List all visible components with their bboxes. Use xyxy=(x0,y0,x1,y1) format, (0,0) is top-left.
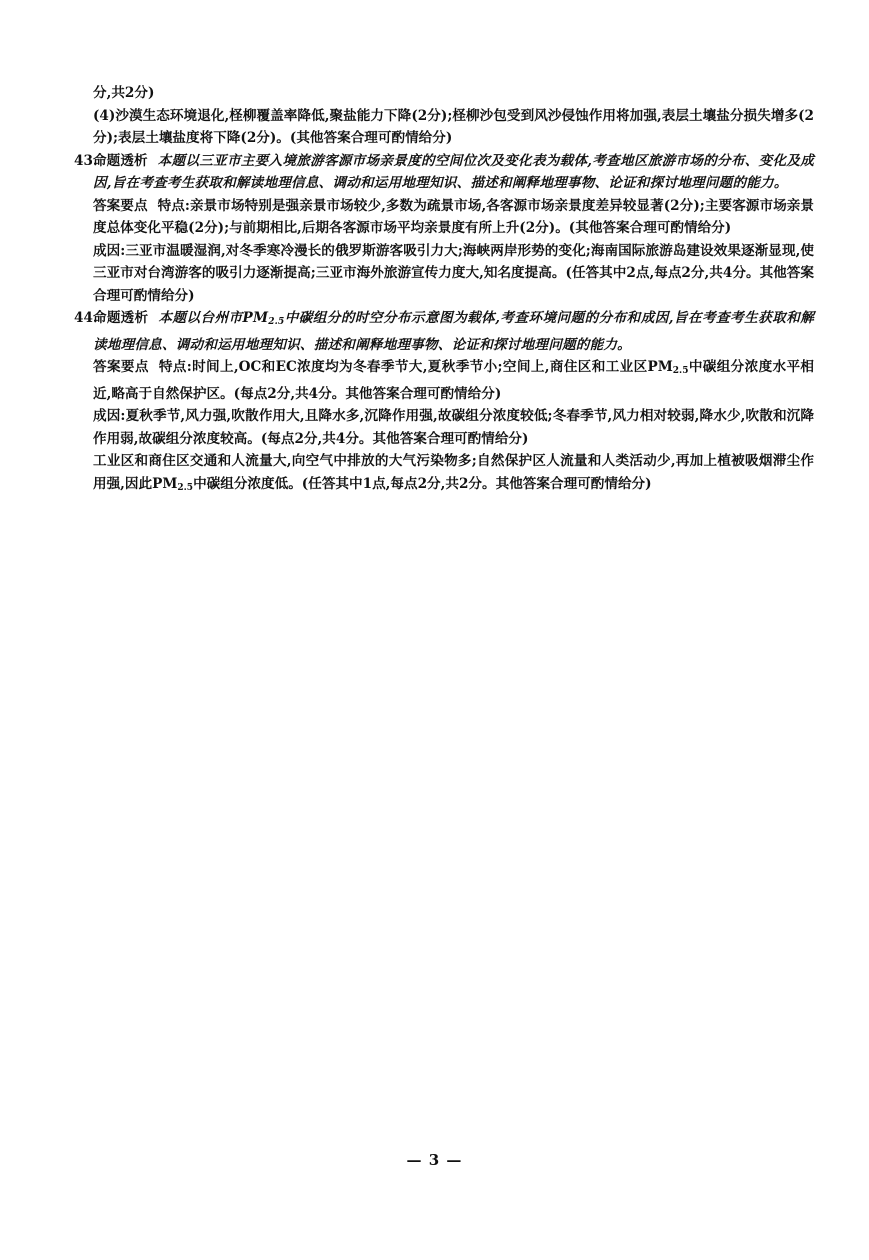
question-44 xyxy=(74,307,814,499)
q43-analysis xyxy=(93,150,814,195)
q44-cause-2-subscript: 2.5 xyxy=(177,482,194,493)
question-43 xyxy=(74,150,814,308)
q44-cause-2 xyxy=(93,450,814,499)
answer-content xyxy=(74,82,814,499)
q43-cause: 成因:三亚市温暖湿润,对冬季寒冷漫长的俄罗斯游客吸引力大;海峡两岸形势的变化;海南国际旅游岛建设效果逐渐显现,使三亚市对台湾游客的吸引力逐渐提高;三亚市海外旅游宣传力度大,知名度提高。(任答其中2点,每点2分,共4分。其他答案合理可酌情给分) xyxy=(93,242,814,304)
q44-analysis-after: 中碳组分的时空分布示意图为载体,考查环境问题的分布和成因,旨在考查考生获取和解读地理信息、调动和运用地理知识、描述和阐释地理事物、论证和探讨地理问题的能力。 xyxy=(93,310,815,353)
question-43-number: 43. xyxy=(74,152,98,169)
q44-answer xyxy=(93,356,814,405)
q44-answer-label: 答案要点 xyxy=(93,359,149,375)
question-44-number: 44. xyxy=(74,310,98,326)
q44-answer-before: 特点:时间上,OC和EC浓度均为冬春季节大,夏秋季节小;空间上,商住区和工业区PM xyxy=(158,359,673,375)
q44-cause-1: 成因:夏秋季节,风力强,吹散作用大,且降水多,沉降作用强,故碳组分浓度较低;冬春季节,风力相对较弱,降水少,吹散和沉降作用弱,故碳组分浓度较高。(每点2分,共4分。其他答案合理可酌情给分) xyxy=(93,408,814,447)
q43-answer-text: 特点:亲景市场特别是强亲景市场较少,多数为疏景市场,各客源市场亲景度差异较显著(2分);主要客源市场亲景度总体变化平稳(2分);与前期相比,后期各客源市场平均亲景度有所上升(2分)。(其他答案合理可酌情给分) xyxy=(93,197,814,236)
continuation-line: 分,共2分) xyxy=(93,85,155,101)
q43-answer xyxy=(93,195,814,240)
q43-analysis-label: 命题透析 xyxy=(93,152,148,169)
q44-answer-subscript: 2.5 xyxy=(672,366,689,376)
q44-analysis-text xyxy=(93,310,814,353)
q43-answer-label: 答案要点 xyxy=(93,197,148,214)
q44-cause-2-after: 中碳组分浓度低。(任答其中1点,每点2分,共2分。其他答案合理可酌情给分) xyxy=(193,475,652,492)
q44-analysis-before: 本题以台州市PM xyxy=(158,310,269,326)
q44-cause-2-before: 工业区和商住区交通和人流量大,向空气中排放的大气污染物多;自然保护区人流量和人类活动少,再加上植被吸烟滞尘作用强,因此PM xyxy=(93,453,814,492)
q44-analysis xyxy=(93,307,814,356)
q44-analysis-subscript: 2.5 xyxy=(268,317,285,327)
question-43-body xyxy=(93,150,814,308)
question-44-body xyxy=(93,307,814,499)
q43-analysis-text: 本题以三亚市主要入境旅游客源市场亲景度的空间位次及变化表为载体,考查地区旅游市场的分布、变化及成因,旨在考查考生获取和解读地理信息、调动和运用地理知识、描述和阐释地理事物、论证和探讨地理问题的能力。 xyxy=(93,152,814,191)
page-number: — 3 — xyxy=(406,1151,463,1169)
q44-answer-after: 中碳组分浓度水平相近,略高于自然保护区。(每点2分,共4分。其他答案合理可酌情给分) xyxy=(93,359,815,402)
item-4-answer: (4)沙漠生态环境退化,柽柳覆盖率降低,聚盐能力下降(2分);柽柳沙包受到风沙侵蚀作用将加强,表层土壤盐分损失增多(2分);表层土壤盐度将下降(2分)。(其他答案合理可酌情给分) xyxy=(93,107,814,146)
q44-analysis-label: 命题透析 xyxy=(93,310,149,326)
